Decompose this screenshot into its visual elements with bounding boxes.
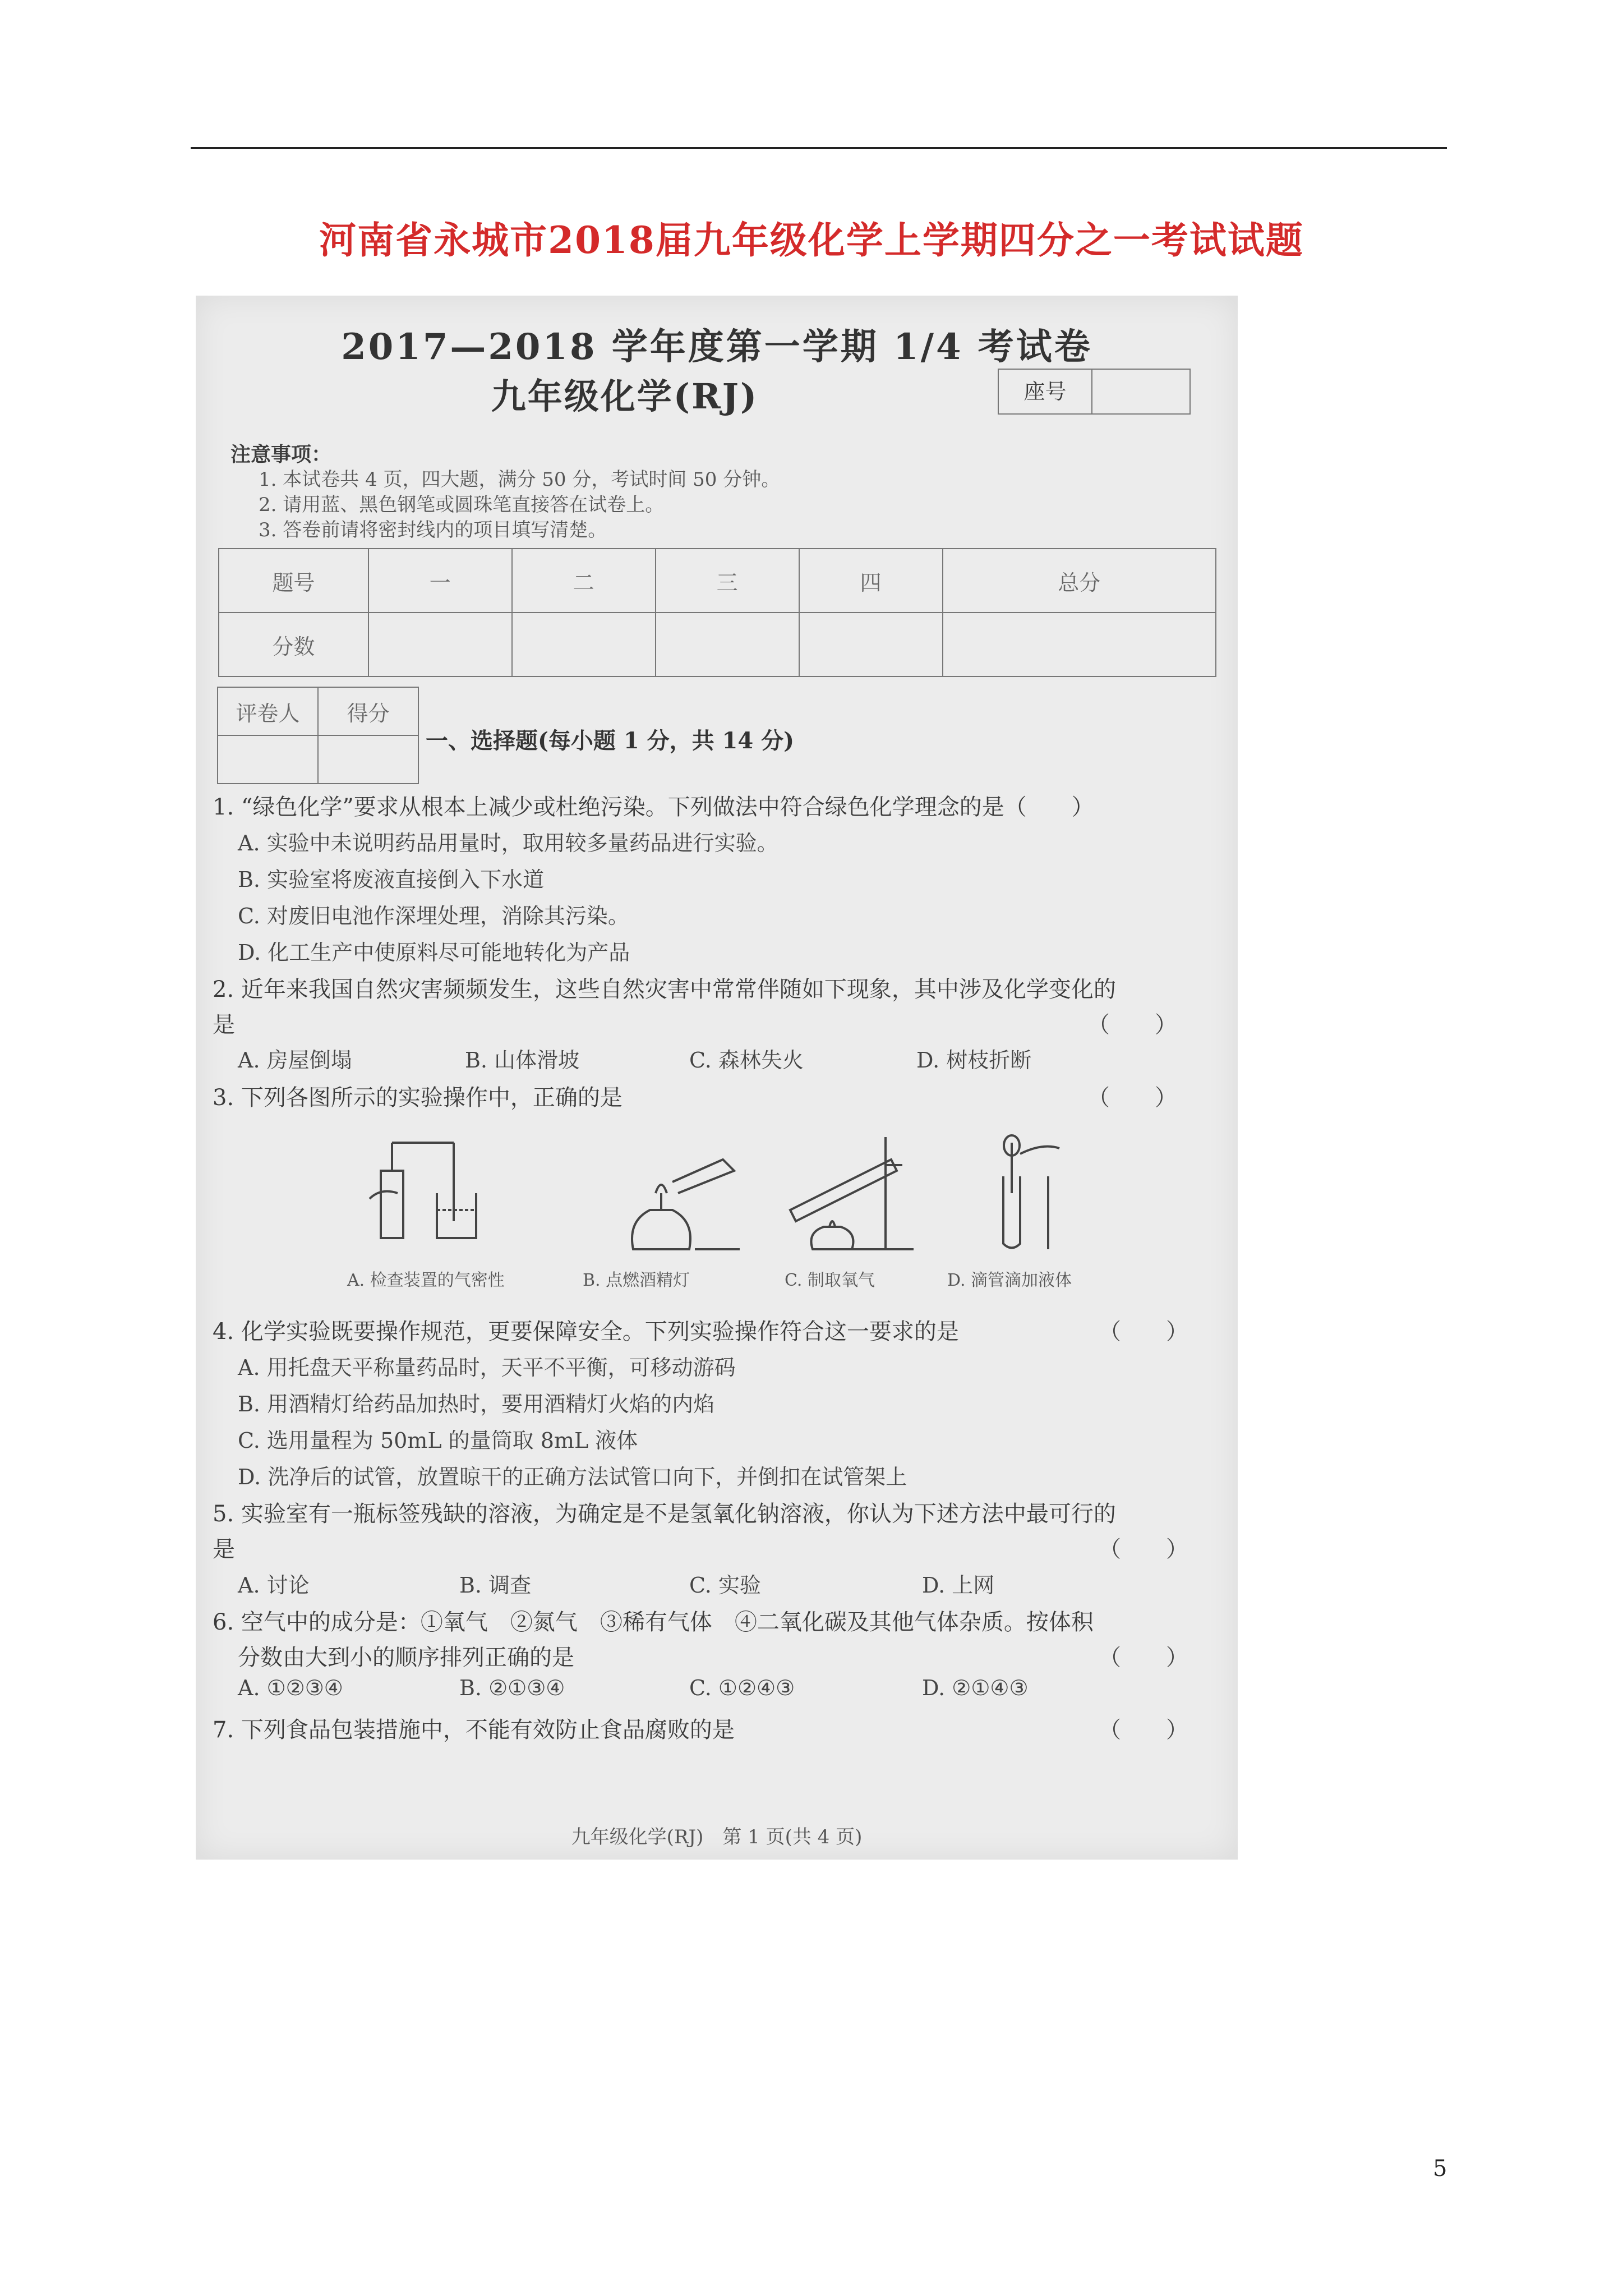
score-cell: 总分 <box>943 549 1216 613</box>
q2-answer-paren: （ ） <box>1087 1012 1177 1038</box>
question-5-cont: 是 <box>213 1536 235 1562</box>
q1-option-b: B. 实验室将废液直接倒入下水道 <box>238 867 545 892</box>
question-5: 5. 实验室有一瓶标签残缺的溶液，为确定是不是氢氧化钠溶液，你认为下述方法中最可行的 <box>213 1501 1116 1527</box>
q2-option-b: B. 山体滑坡 <box>465 1048 580 1073</box>
score-cell: 题号 <box>219 549 368 613</box>
q4-option-d: D. 洗净后的试管，放置晾干的正确方法试管口向下，并倒扣在试管架上 <box>238 1465 907 1489</box>
score-table <box>218 548 1216 677</box>
score-cell: 三 <box>656 549 799 613</box>
score-label: 得分 <box>318 687 418 735</box>
score-cell <box>368 613 512 677</box>
q4-option-a: A. 用托盘天平称量药品时，天平不平衡，可移动游码 <box>238 1355 736 1380</box>
q1-option-a: A. 实验中未说明药品用量时，取用较多量药品进行实验。 <box>238 831 778 855</box>
question-6-cont: 分数由大到小的顺序排列正确的是 <box>238 1645 574 1671</box>
note-2: 2. 请用蓝、黑色钢笔或圆珠笔直接答在试卷上。 <box>259 494 665 516</box>
q4-answer-paren: （ ） <box>1099 1319 1188 1345</box>
q5-option-a: A. 讨论 <box>238 1573 310 1598</box>
q5-option-c: C. 实验 <box>689 1573 761 1598</box>
note-1: 1. 本试卷共 4 页，四大题，满分 50 分，考试时间 50 分钟。 <box>259 468 781 491</box>
grader-table <box>217 687 419 784</box>
q3-caption-c: C. 制取氧气 <box>785 1271 875 1290</box>
q5-option-d: D. 上网 <box>922 1573 995 1598</box>
question-6: 6. 空气中的成分是：①氧气 ②氮气 ③稀有气体 ④二氧化碳及其他气体杂质。按体积 <box>213 1609 1094 1635</box>
q3-caption-d: D. 滴管滴加液体 <box>947 1271 1072 1290</box>
q3-caption-b: B. 点燃酒精灯 <box>583 1271 690 1290</box>
q2-option-c: C. 森林失火 <box>689 1048 804 1073</box>
score-cell: 一 <box>368 549 512 613</box>
dropper-figure <box>981 1131 1071 1255</box>
grader-label: 评卷人 <box>218 687 318 735</box>
q1-option-d: D. 化工生产中使原料尽可能地转化为产品 <box>238 940 630 965</box>
question-3: 3. 下列各图所示的实验操作中，正确的是 <box>213 1085 623 1111</box>
q5-option-b: B. 调查 <box>459 1573 532 1598</box>
score-cell <box>656 613 799 677</box>
score-cell <box>799 613 943 677</box>
q7-answer-paren: （ ） <box>1099 1717 1188 1743</box>
score-cell: 分数 <box>219 613 368 677</box>
exam-subtitle: 九年级化学(RJ) <box>491 376 759 417</box>
lighting-alcohol-lamp-figure <box>611 1148 745 1260</box>
page-number: 5 <box>1433 2156 1447 2182</box>
q6-option-b: B. ②①③④ <box>459 1676 565 1700</box>
exam-title: 2017—2018 学年度第一学期 1/4 考试卷 <box>341 326 1092 368</box>
q2-option-a: A. 房屋倒塌 <box>238 1048 352 1073</box>
note-3: 3. 答卷前请将密封线内的项目填写清楚。 <box>259 519 607 541</box>
question-2: 2. 近年来我国自然灾害频频发生，这些自然灾害中常常伴随如下现象，其中涉及化学变化的 <box>213 977 1116 1002</box>
q4-option-b: B. 用酒精灯给药品加热时，要用酒精灯火焰的内焰 <box>238 1392 715 1416</box>
page-title: 河南省永城市2018届九年级化学上学期四分之一考试试题 <box>319 218 1304 262</box>
scanned-exam-sheet <box>196 296 1238 1860</box>
q6-option-a: A. ①②③④ <box>238 1676 343 1700</box>
seat-label: 座号 <box>999 370 1092 413</box>
q1-option-c: C. 对废旧电池作深埋处理，消除其污染。 <box>238 904 629 928</box>
exam-footer: 九年级化学(RJ) 第 1 页(共 4 页) <box>571 1826 863 1848</box>
score-cell <box>512 613 656 677</box>
score-cell: 二 <box>512 549 656 613</box>
q2-option-d: D. 树枝折断 <box>916 1048 1032 1073</box>
q3-caption-a: A. 检查装置的气密性 <box>347 1271 505 1290</box>
section-heading: 一、选择题(每小题 1 分，共 14 分) <box>426 728 795 754</box>
q3-answer-paren: （ ） <box>1087 1085 1177 1111</box>
seat-number-box <box>998 369 1191 415</box>
q5-answer-paren: （ ） <box>1099 1536 1188 1562</box>
q6-option-d: D. ②①④③ <box>922 1676 1029 1700</box>
airtightness-check-figure <box>364 1131 493 1255</box>
q6-answer-paren: （ ） <box>1099 1645 1188 1671</box>
oxygen-preparation-figure <box>779 1126 925 1260</box>
question-1: 1. “绿色化学”要求从根本上减少或杜绝污染。下列做法中符合绿色化学理念的是（ ） <box>213 794 1094 820</box>
question-7: 7. 下列食品包装措施中，不能有效防止食品腐败的是 <box>213 1717 735 1743</box>
score-cell: 四 <box>799 549 943 613</box>
q6-option-c: C. ①②④③ <box>689 1676 795 1700</box>
question-4: 4. 化学实验既要操作规范，更要保障安全。下列实验操作符合这一要求的是 <box>213 1319 959 1345</box>
q4-option-c: C. 选用量程为 50mL 的量筒取 8mL 液体 <box>238 1428 638 1453</box>
score-blank <box>318 735 418 784</box>
question-2-cont: 是 <box>213 1012 235 1038</box>
notes-heading: 注意事项： <box>230 443 332 466</box>
top-rule <box>191 147 1447 149</box>
grader-blank <box>218 735 318 784</box>
score-cell <box>943 613 1216 677</box>
